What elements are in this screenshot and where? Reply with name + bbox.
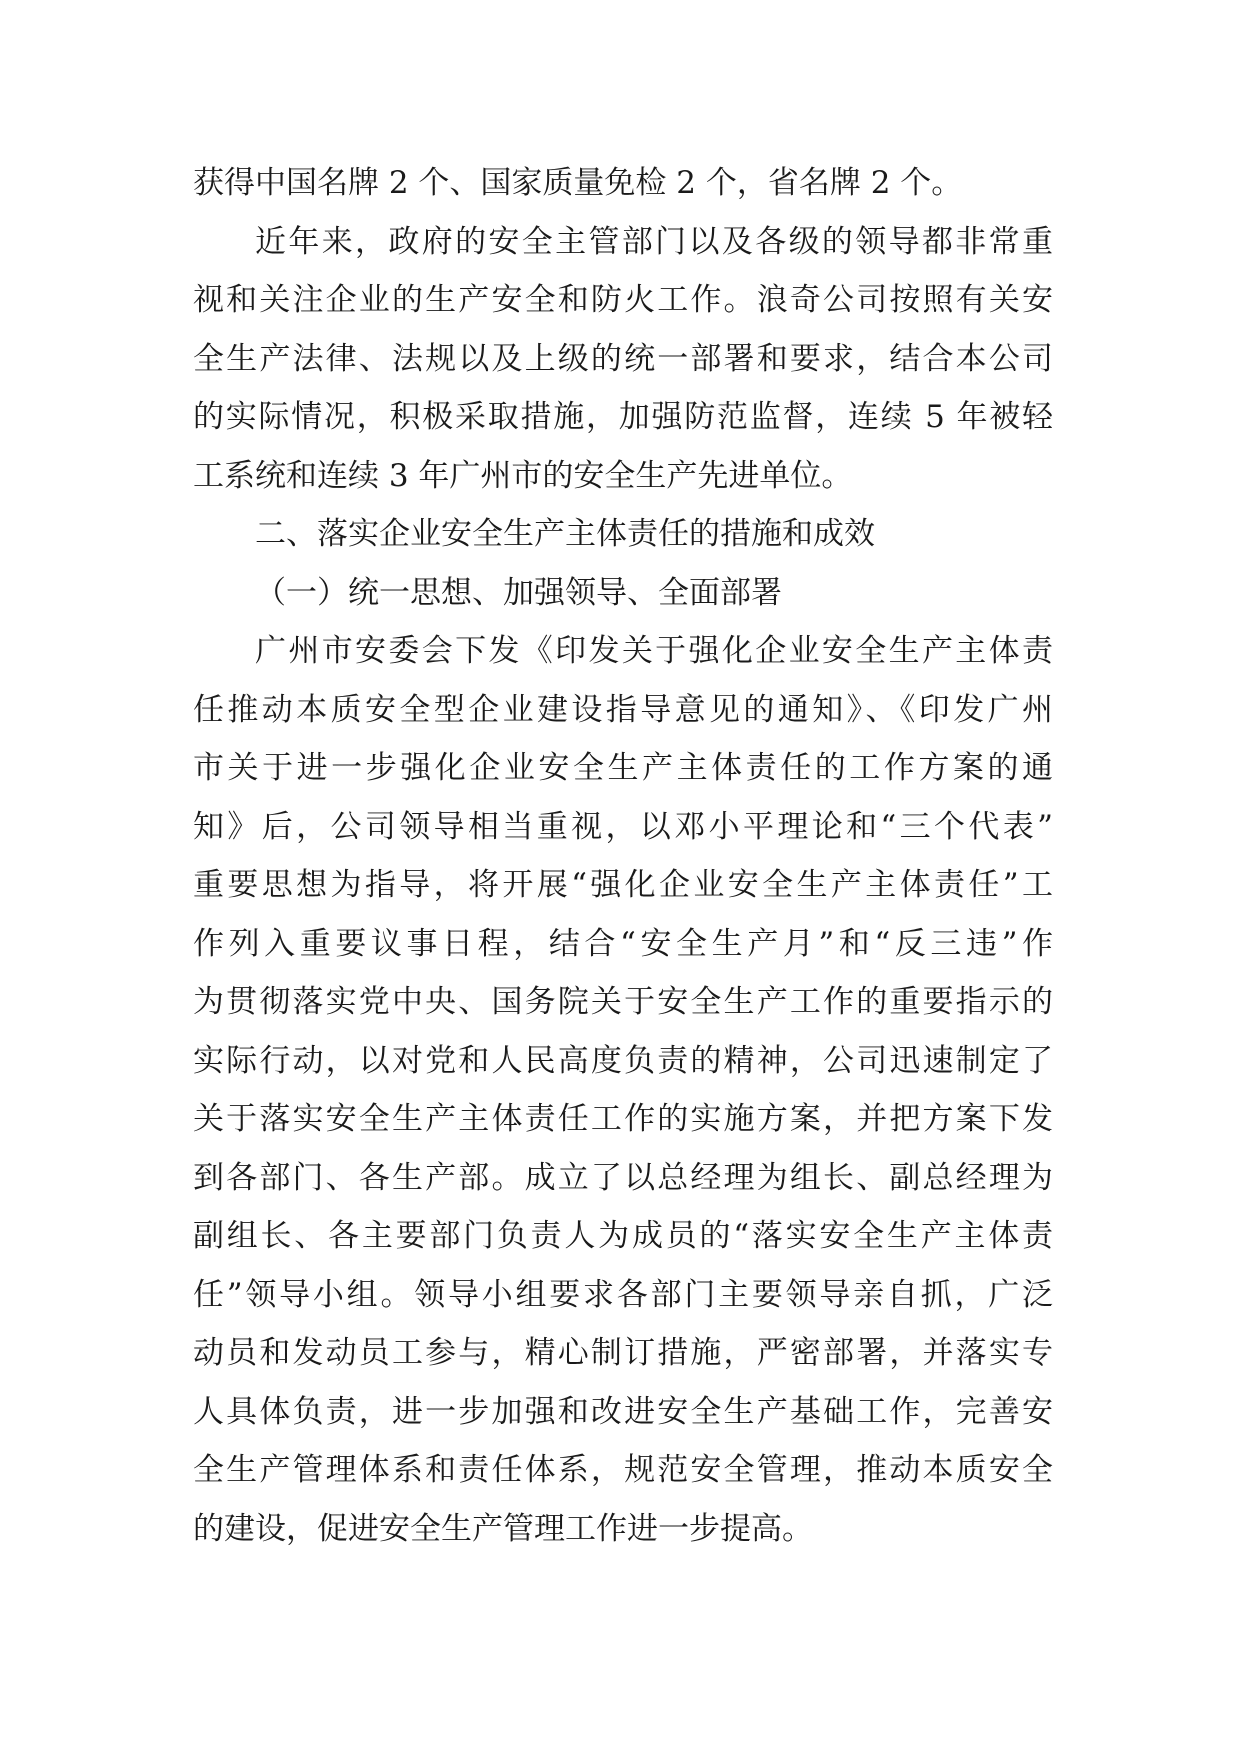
text-line: 任”领导小组。领导小组要求各部门主要领导亲自抓，广泛 <box>193 1276 1053 1313</box>
text-line: 人具体负责，进一步加强和改进安全生产基础工作，完善安 <box>193 1393 1053 1430</box>
subsection-heading: （一）统一思想、加强领导、全面部署 <box>255 574 782 611</box>
text-line: 知》后，公司领导相当重视，以邓小平理论和“三个代表” <box>193 808 1053 845</box>
text-line: 动员和发动员工参与，精心制订措施，严密部署，并落实专 <box>193 1335 1053 1371</box>
text-line: 市关于进一步强化企业安全生产主体责任的工作方案的通 <box>193 750 1053 786</box>
paragraph-first-line: 广州市安委会下发《印发关于强化企业安全生产主体责 <box>255 633 1053 669</box>
text-line: 工系统和连续 3 年广州市的安全生产先进单位。 <box>193 457 853 494</box>
text-line: 视和关注企业的生产安全和防火工作。浪奇公司按照有关安 <box>193 282 1053 318</box>
text-line: 全生产法律、法规以及上级的统一部署和要求，结合本公司 <box>193 340 1053 377</box>
text-line: 任推动本质安全型企业建设指导意见的通知》、《印发广州 <box>193 691 1053 728</box>
text-line: 关于落实安全生产主体责任工作的实施方案，并把方案下发 <box>193 1101 1053 1137</box>
text-line: 到各部门、各生产部。成立了以总经理为组长、副总经理为 <box>193 1159 1053 1196</box>
text-line: 的建设，促进安全生产管理工作进一步提高。 <box>193 1510 813 1547</box>
section-heading: 二、落实企业安全生产主体责任的措施和成效 <box>255 516 875 552</box>
text-line: 为贯彻落实党中央、国务院关于安全生产工作的重要指示的 <box>193 984 1053 1020</box>
text-line: 全生产管理体系和责任体系，规范安全管理，推动本质安全 <box>193 1452 1053 1488</box>
text-line: 重要思想为指导，将开展“强化企业安全生产主体责任”工 <box>193 867 1053 903</box>
text-line: 获得中国名牌 2 个、国家质量免检 2 个，省名牌 2 个。 <box>193 165 963 201</box>
text-line: 实际行动，以对党和人民高度负责的精神，公司迅速制定了 <box>193 1042 1053 1079</box>
text-line: 作列入重要议事日程，结合“安全生产月”和“反三违”作 <box>193 925 1053 962</box>
text-line: 的实际情况，积极采取措施，加强防范监督，连续 5 年被轻 <box>193 399 1053 435</box>
text-line: 副组长、各主要部门负责人为成员的“落实安全生产主体责 <box>193 1218 1053 1254</box>
paragraph-first-line: 近年来，政府的安全主管部门以及各级的领导都非常重 <box>255 223 1053 260</box>
document-body <box>193 154 1053 1558</box>
